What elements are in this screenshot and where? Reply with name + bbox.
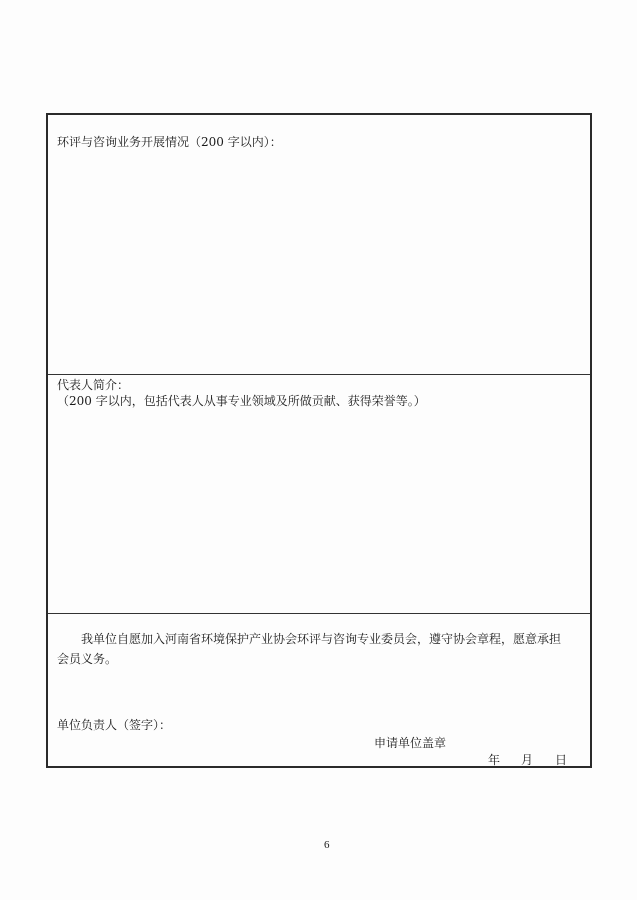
date-year-label: 年 (488, 753, 501, 767)
representative-note: （200 字以内，包括代表人从事专业领域及所做贡献、获得荣誉等。） (57, 394, 426, 408)
application-form-table (46, 113, 592, 768)
declaration-text-line2: 会员义务。 (57, 652, 118, 666)
business-label: 环评与咨询业务开展情况（200 字以内）： (57, 135, 282, 149)
signature-label: 单位负责人（签字）： (57, 718, 172, 732)
date-month-label: 月 (521, 753, 534, 767)
date-day-label: 日 (555, 753, 568, 767)
declaration-text-line1: 我单位自愿加入河南省环境保护产业协会环评与咨询专业委员会，遵守协会章程，愿意承担 (81, 632, 562, 646)
seal-label: 申请单位盖章 (374, 736, 447, 750)
declaration-section (48, 614, 590, 766)
representative-label: 代表人简介： (57, 378, 130, 392)
representative-section (48, 375, 590, 614)
business-section (48, 115, 590, 375)
page-number: 6 (324, 839, 330, 851)
